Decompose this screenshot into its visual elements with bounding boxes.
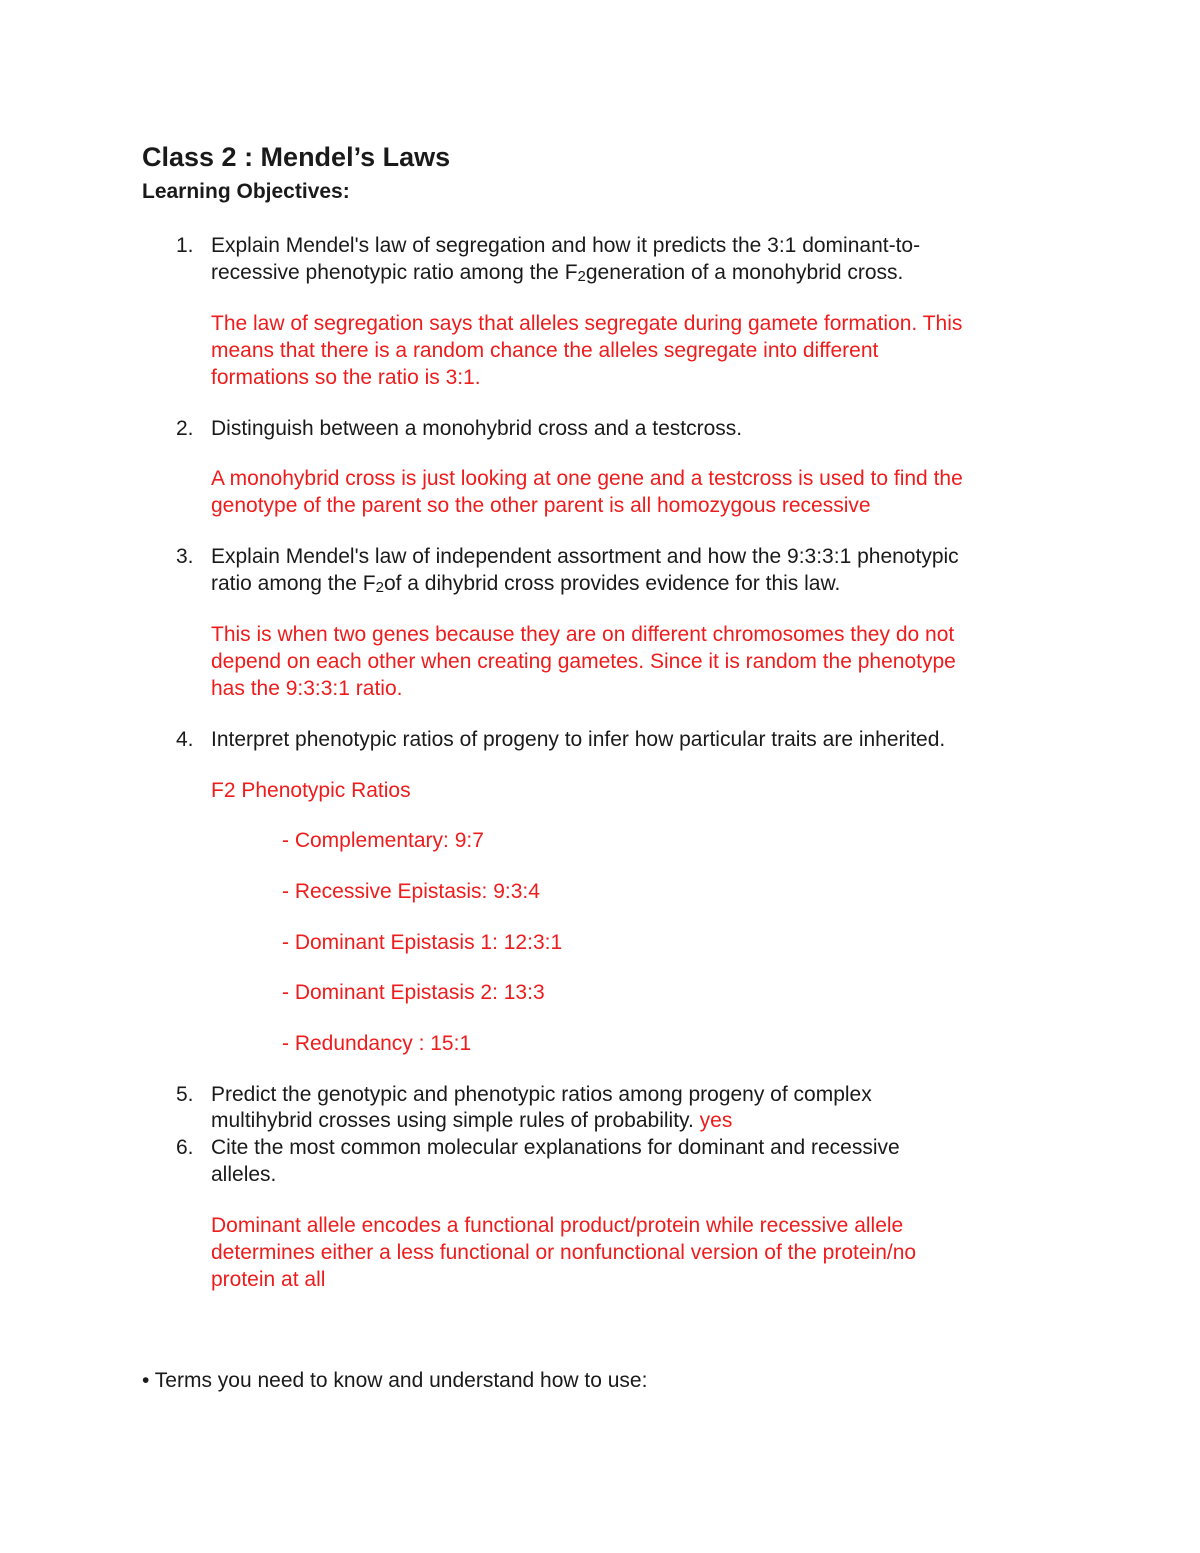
- subscript: 2: [375, 579, 384, 596]
- list-number: 5.: [176, 1083, 194, 1106]
- answer-text: has the 9:3:3:1 ratio.: [211, 677, 403, 700]
- list-number: 6.: [176, 1136, 194, 1159]
- terms-line: • Terms you need to know and understand how to use:: [142, 1369, 648, 1392]
- objective-question: recessive phenotypic ratio among the F2generation of a monohybrid cross.: [211, 261, 904, 285]
- objective-question: Explain Mendel's law of segregation and how it predicts the 3:1 dominant-to-: [211, 234, 921, 257]
- answer-text: formations so the ratio is 3:1.: [211, 366, 481, 389]
- answer-text: The law of segregation says that alleles segregate during gamete formation. This: [211, 312, 963, 335]
- answer-heading: F2 Phenotypic Ratios: [211, 779, 411, 802]
- objective-question: Explain Mendel's law of independent assortment and how the 9:3:3:1 phenotypic: [211, 545, 959, 568]
- ratio-item: - Redundancy : 15:1: [282, 1032, 472, 1055]
- inline-answer: yes: [699, 1109, 733, 1132]
- list-number: 1.: [176, 234, 194, 257]
- answer-text: protein at all: [211, 1268, 326, 1291]
- objective-question: multihybrid crosses using simple rules of probability. yes: [211, 1109, 733, 1132]
- objective-question: Interpret phenotypic ratios of progeny to infer how particular traits are inherited.: [211, 728, 946, 751]
- ratio-item: - Dominant Epistasis 2: 13:3: [282, 981, 545, 1004]
- list-number: 3.: [176, 545, 194, 568]
- list-number: 4.: [176, 728, 194, 751]
- objective-question: alleles.: [211, 1163, 277, 1186]
- answer-text: determines either a less functional or nonfunctional version of the protein/no: [211, 1241, 917, 1264]
- subscript: 2: [577, 268, 586, 285]
- ratio-item: - Dominant Epistasis 1: 12:3:1: [282, 931, 563, 954]
- answer-text: Dominant allele encodes a functional product/protein while recessive allele: [211, 1214, 904, 1237]
- list-number: 2.: [176, 417, 194, 440]
- answer-text: means that there is a random chance the alleles segregate into different: [211, 339, 879, 362]
- answer-text: genotype of the parent so the other parent is all homozygous recessive: [211, 494, 871, 517]
- answer-text: This is when two genes because they are on different chromosomes they do not: [211, 623, 955, 646]
- answer-text: depend on each other when creating gametes. Since it is random the phenotype: [211, 650, 956, 673]
- objective-question: Predict the genotypic and phenotypic ratios among progeny of complex: [211, 1083, 872, 1106]
- answer-text: A monohybrid cross is just looking at one gene and a testcross is used to find the: [211, 467, 963, 490]
- ratio-item: - Recessive Epistasis: 9:3:4: [282, 880, 540, 903]
- section-heading: Learning Objectives:: [142, 180, 350, 203]
- page-title: Class 2 : Mendel’s Laws: [142, 142, 451, 172]
- objective-question: ratio among the F2of a dihybrid cross provides evidence for this law.: [211, 572, 841, 596]
- objective-question: Cite the most common molecular explanations for dominant and recessive: [211, 1136, 900, 1159]
- objective-question: Distinguish between a monohybrid cross and a testcross.: [211, 417, 743, 440]
- ratio-item: - Complementary: 9:7: [282, 829, 484, 852]
